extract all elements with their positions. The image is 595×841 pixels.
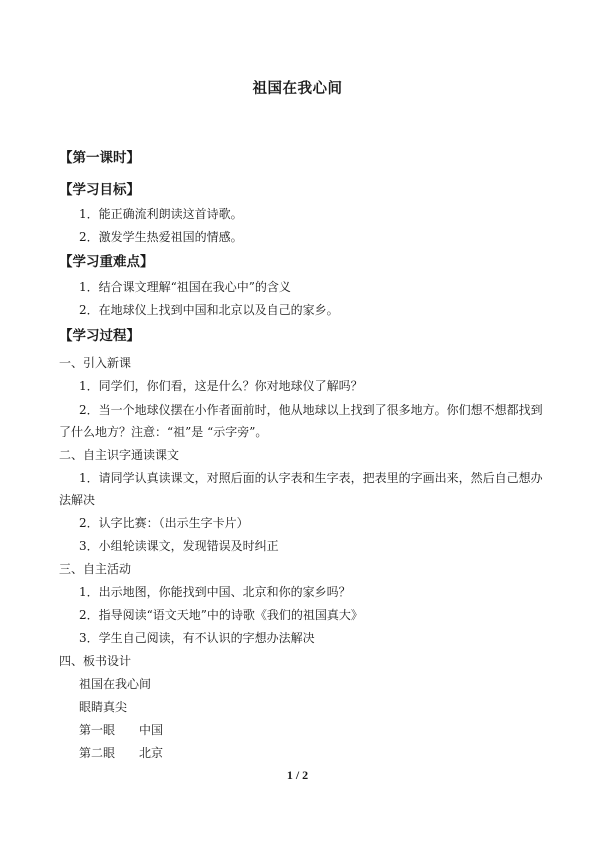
activity-item-3: 3．学生自己阅读，有不认识的字想办法解决 [79,631,315,645]
section-title-intro: 一、引入新课 [59,356,132,370]
intro-item-1: 1．同学们，你们看，这是什么？你对地球仪了解吗？ [79,379,363,393]
board-row-1-value: 中国 [139,723,164,737]
board-line-2: 眼睛真尖 [79,700,128,714]
goal-item-1: 1．能正确流利朗读这首诗歌。 [79,207,243,221]
section-title-literacy: 二、自主识字通读课文 [59,448,180,462]
literacy-item-2: 2．认字比赛：（出示生字卡片） [79,516,249,530]
heading-process: 【学习过程】 [59,328,140,344]
board-row-2-value: 北京 [139,746,164,760]
activity-item-2: 2．指导阅读“语文天地”中的诗歌《我们的祖国真大》 [79,608,363,622]
literacy-item-3: 3．小组轮读课文，发现错误及时纠正 [79,539,279,553]
intro-item-2-continued: 了什么地方？注意：“祖”是 “示字旁”。 [59,425,268,439]
document-title: 祖国在我心间 [252,81,343,97]
section-title-board: 四、板书设计 [59,654,132,668]
activity-item-1: 1．出示地图，你能找到中国、北京和你的家乡吗？ [79,585,351,599]
board-line-1: 祖国在我心间 [79,677,152,691]
board-row-2-label: 第二眼 [79,746,116,760]
literacy-item-1-continued: 法解决 [59,493,96,507]
intro-item-2: 2．当一个地球仪摆在小作者面前时，他从地球以上找到了很多地方。你们想不想都找到 [79,403,543,417]
literacy-item-1: 1．请同学认真读课文，对照后面的认字表和生字表，把表里的字画出来，然后自己想办 [79,471,543,485]
goal-item-2: 2．激发学生热爱祖国的情感。 [79,230,243,244]
heading-lesson: 【第一课时】 [59,150,140,166]
board-row-1-label: 第一眼 [79,723,116,737]
page-number: 1 / 2 [286,768,309,782]
heading-goals: 【学习目标】 [59,182,140,198]
heading-key-points: 【学习重难点】 [59,254,154,270]
key-point-item-2: 2．在地球仪上找到中国和北京以及自己的家乡。 [79,303,339,317]
key-point-item-1: 1．结合课文理解“祖国在我心中”的含义 [79,280,291,294]
section-title-activities: 三、自主活动 [59,562,132,576]
